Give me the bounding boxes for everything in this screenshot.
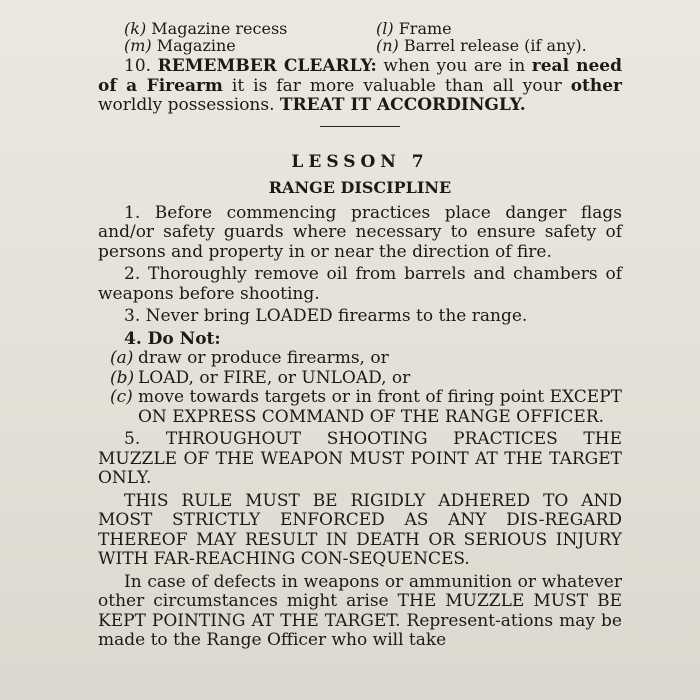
rule-4-item xyxy=(98,349,622,369)
part-text: Frame xyxy=(398,19,452,38)
part-label: (l) xyxy=(376,19,394,38)
remember-text: when you are in xyxy=(383,56,526,76)
part-item xyxy=(98,37,376,54)
part-item xyxy=(376,37,587,54)
part-item xyxy=(98,20,376,37)
remember-emphasis: TREAT IT ACCORDINGLY. xyxy=(279,95,526,115)
item-label: (c) xyxy=(110,387,133,407)
paragraph-number: 10. xyxy=(124,56,152,76)
item-text: move towards targets or in front of firing point EXCEPT ON EXPRESS COMMAND OF THE RANGE OFFICER. xyxy=(138,387,622,427)
item-label: (b) xyxy=(110,367,135,388)
rule-5-warning: THIS RULE MUST BE RIGIDLY ADHERED TO AND MOST STRICTLY ENFORCED AS ANY DIS-REGARD THEREOF MAY RESULT IN DEATH OR SERIOUS INJURY WITH FAR-REACHING CON-SEQUENCES. xyxy=(98,490,622,569)
parts-list-row xyxy=(98,37,622,54)
part-text: Magazine recess xyxy=(151,19,288,38)
remember-lead: REMEMBER CLEARLY: xyxy=(157,56,377,76)
remember-text: worldly possessions. xyxy=(98,95,275,115)
remember-paragraph xyxy=(98,57,622,116)
rule-2: 2. Thoroughly remove oil from barrels and chambers of weapons before shooting. xyxy=(98,264,622,304)
part-item xyxy=(376,20,452,37)
rule-3: 3. Never bring LOADED firearms to the range. xyxy=(124,306,528,326)
remember-text: it is far more valuable than all your xyxy=(231,75,562,96)
remember-emphasis: other xyxy=(570,75,623,96)
rule-4-item xyxy=(98,369,622,389)
text-column xyxy=(98,20,622,651)
part-label: (m) xyxy=(124,36,152,55)
rule-1: 1. Before commencing practices place danger flags and/or safety guards where necessary to ensure safety of persons and property in or near the direction of fire. xyxy=(98,202,622,262)
item-text: draw or produce firearms, or xyxy=(138,348,389,368)
item-text: LOAD, or FIRE, or UNLOAD, or xyxy=(138,367,411,388)
part-text: Barrel release (if any). xyxy=(403,36,587,55)
lesson-title: LESSON 7 xyxy=(291,151,429,172)
lesson-subtitle: RANGE DISCIPLINE xyxy=(268,178,452,197)
item-label: (a) xyxy=(110,348,134,368)
section-divider xyxy=(320,126,400,127)
part-label: (n) xyxy=(376,36,399,55)
rule-4-lead: 4. Do Not: xyxy=(124,328,221,349)
part-label: (k) xyxy=(124,19,147,38)
rule-5: 5. THROUGHOUT SHOOTING PRACTICES THE MUZZLE OF THE WEAPON MUST POINT AT THE TARGET ONLY. xyxy=(98,429,622,488)
part-text: Magazine xyxy=(156,36,236,55)
remember-emphasis: real need of a Firearm xyxy=(98,56,623,96)
parts-list-row xyxy=(98,20,622,37)
rule-4-item xyxy=(98,388,622,427)
rule-5-defects: In case of defects in weapons or ammunition or whatever other circumstances might arise THE MUZZLE MUST BE KEPT POINTING AT THE TARGET. Represent-ations may be made to the Range Officer who will take xyxy=(98,571,622,650)
